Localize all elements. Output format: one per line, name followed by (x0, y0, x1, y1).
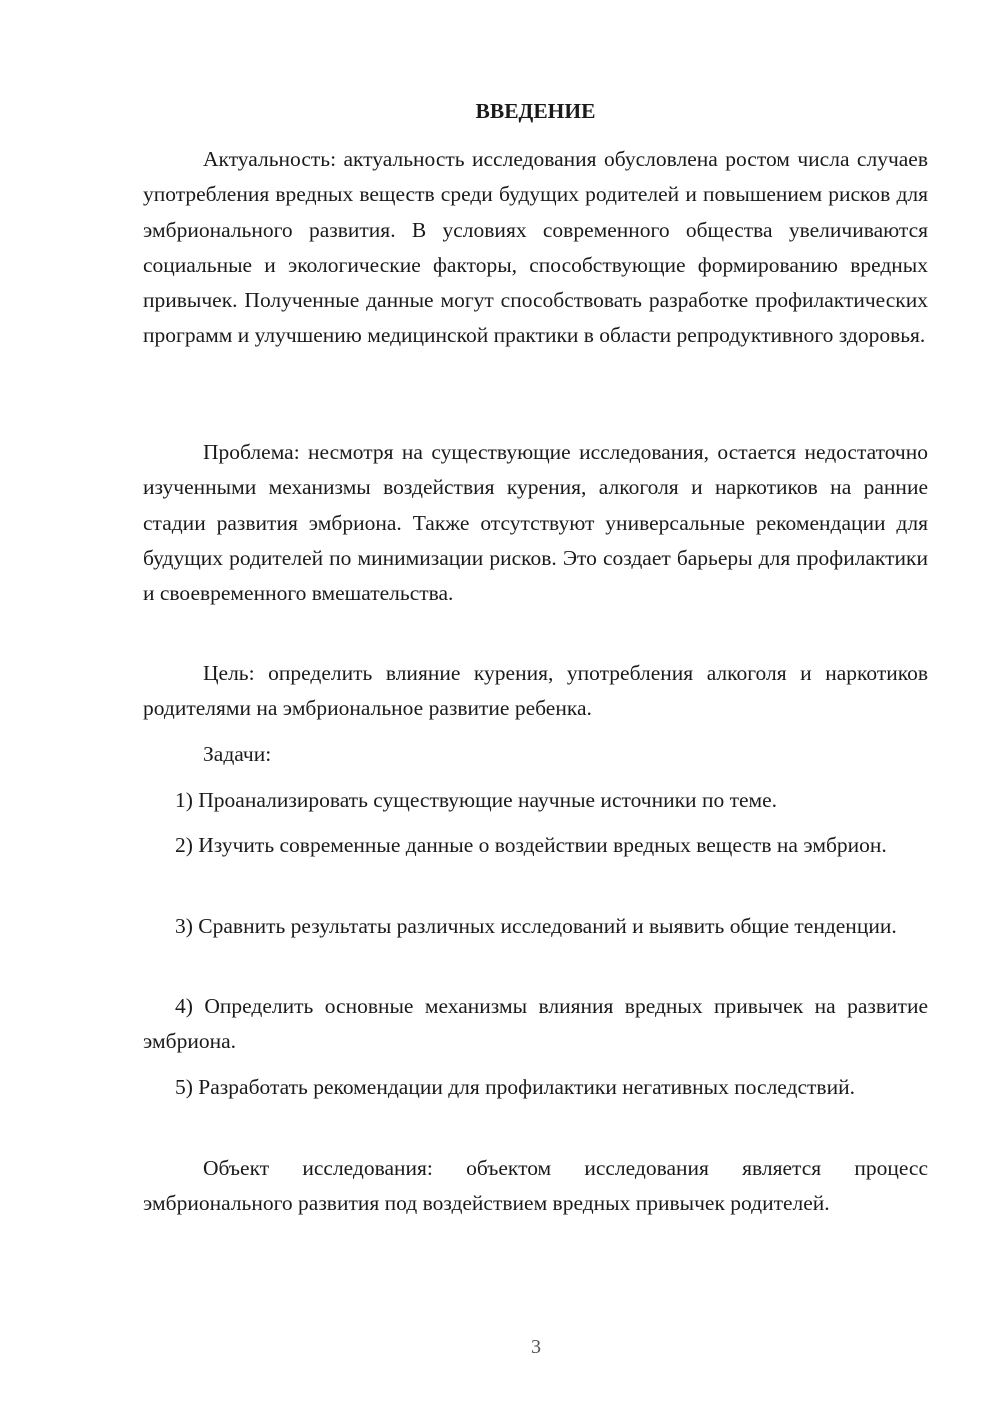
object-paragraph: Объект исследования: объектом исследования является процесс эмбрионального развития под воздействием вредных привычек родителей. (143, 1156, 928, 1216)
goal-paragraph: Цель: определить влияние курения, употребления алкоголя и наркотиков родителями на эмбриональное развитие ребенка. (143, 661, 928, 721)
relevance-paragraph: Актуальность: актуальность исследования обусловлена ростом числа случаев употребления вредных веществ среди будущих родителей и повышением рисков для эмбрионального развития. В условиях современного общества увеличиваются социальные и экологические факторы, способствующие формированию вредных привычек. Полученные данные могут способствовать разработке профилактических программ и улучшению медицинской практики в области репродуктивного здоровья. (143, 147, 928, 348)
problem-paragraph: Проблема: несмотря на существующие исследования, остается недостаточно изученными механизмы воздействия курения, алкоголя и наркотиков на ранние стадии развития эмбриона. Также отсутствуют универсальные рекомендации для будущих родителей по минимизации рисков. Это создает барьеры для профилактики и своевременного вмешательства. (143, 440, 928, 606)
task-item-4: 4) Определить основные механизмы влияния вредных привычек на развитие эмбриона. (143, 994, 928, 1054)
section-heading: ВВЕДЕНИЕ (475, 99, 596, 123)
page-number: 3 (531, 1336, 541, 1358)
task-item-3: 3) Сравнить результаты различных исследований и выявить общие тенденции. (175, 914, 897, 938)
tasks-label: Задачи: (203, 742, 272, 766)
task-item-1: 1) Проанализировать существующие научные источники по теме. (175, 788, 778, 812)
task-item-2: 2) Изучить современные данные о воздействии вредных веществ на эмбрион. (175, 833, 887, 857)
task-item-5: 5) Разработать рекомендации для профилактики негативных последствий. (175, 1075, 855, 1099)
